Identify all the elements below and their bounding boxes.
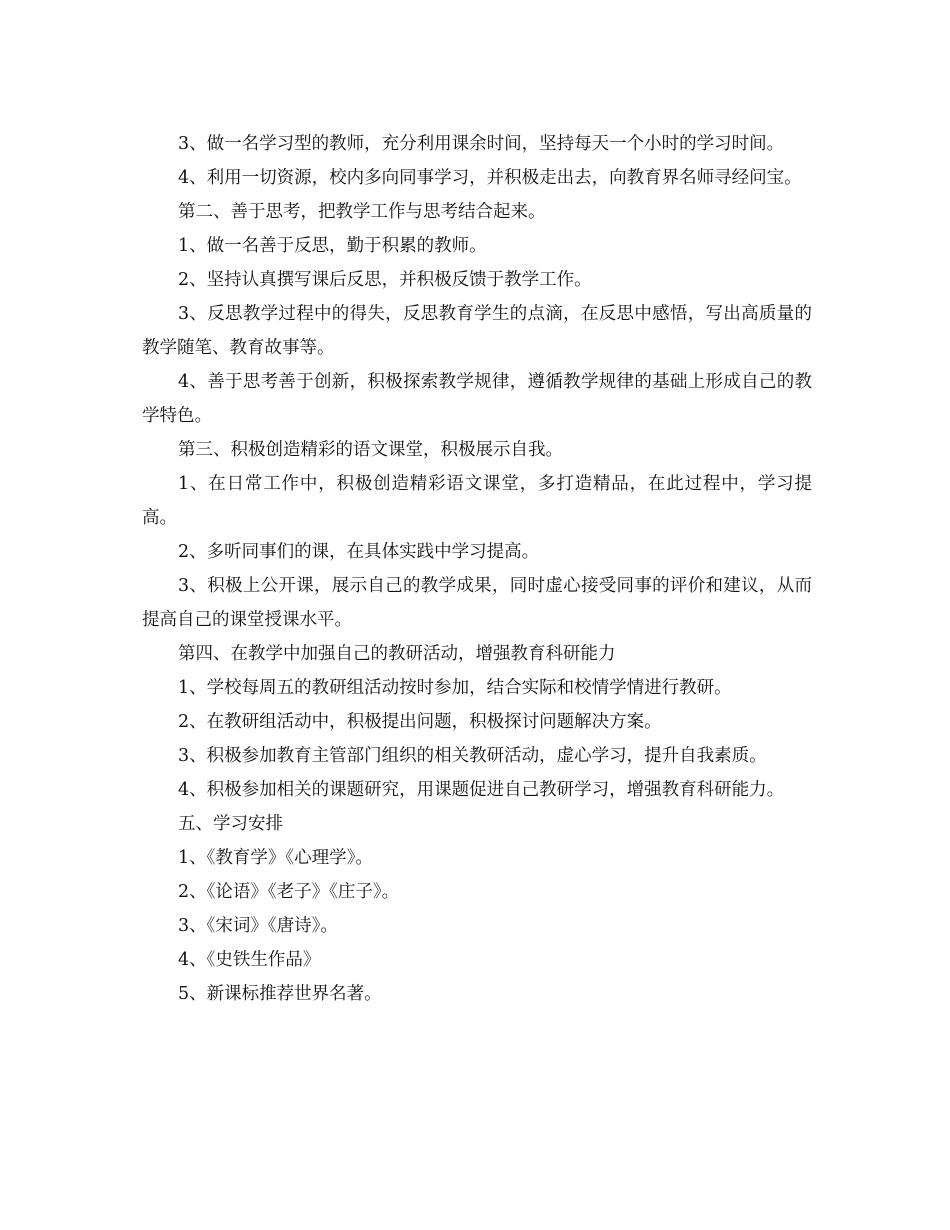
paragraph: 3、反思教学过程中的得失，反思教育学生的点滴，在反思中感悟，写出高质量的教学随笔、教育故事等。 [142, 304, 812, 358]
document-body [142, 127, 812, 1011]
paragraph: 1、在日常工作中，积极创造精彩语文课堂，多打造精品，在此过程中，学习提高。 [142, 474, 812, 528]
list-item: 3、《宋词》《唐诗》。 [178, 916, 338, 936]
paragraph: 1、学校每周五的教研组活动按时参加，结合实际和校情学情进行教研。 [178, 678, 732, 698]
paragraph: 2、坚持认真撰写课后反思，并积极反馈于教学工作。 [178, 270, 592, 290]
paragraph: 2、多听同事们的课，在具体实践中学习提高。 [178, 542, 540, 562]
section-heading: 第三、积极创造精彩的语文课堂，积极展示自我。 [178, 440, 563, 460]
list-item: 5、新课标推荐世界名著。 [178, 984, 382, 1004]
section-heading: 第二、善于思考，把教学工作与思考结合起来。 [178, 202, 546, 222]
paragraph: 3、做一名学习型的教师，充分利用课余时间，坚持每天一个小时的学习时间。 [178, 134, 785, 154]
paragraph: 3、积极上公开课，展示自己的教学成果，同时虚心接受同事的评价和建议，从而提高自己的课堂授课水平。 [142, 576, 812, 630]
list-item: 1、《教育学》《心理学》。 [178, 848, 373, 868]
list-item: 4、《史铁生作品》 [178, 950, 321, 970]
paragraph: 4、善于思考善于创新，积极探索教学规律，遵循教学规律的基础上形成自己的教学特色。 [142, 372, 812, 426]
paragraph: 3、积极参加教育主管部门组织的相关教研活动，虚心学习，提升自我素质。 [178, 746, 767, 766]
list-item: 2、《论语》《老子》《庄子》。 [178, 882, 400, 902]
paragraph: 1、做一名善于反思，勤于积累的教师。 [178, 236, 487, 256]
paragraph: 4、积极参加相关的课题研究，用课题促进自己教研学习，增强教育科研能力。 [178, 780, 785, 800]
paragraph: 2、在教研组活动中，积极提出问题，积极探讨问题解决方案。 [178, 712, 662, 732]
section-heading: 五、学习安排 [178, 814, 283, 834]
section-heading: 第四、在教学中加强自己的教研活动，增强教育科研能力 [178, 644, 616, 664]
paragraph: 4、利用一切资源，校内多向同事学习，并积极走出去，向教育界名师寻经问宝。 [178, 168, 802, 188]
